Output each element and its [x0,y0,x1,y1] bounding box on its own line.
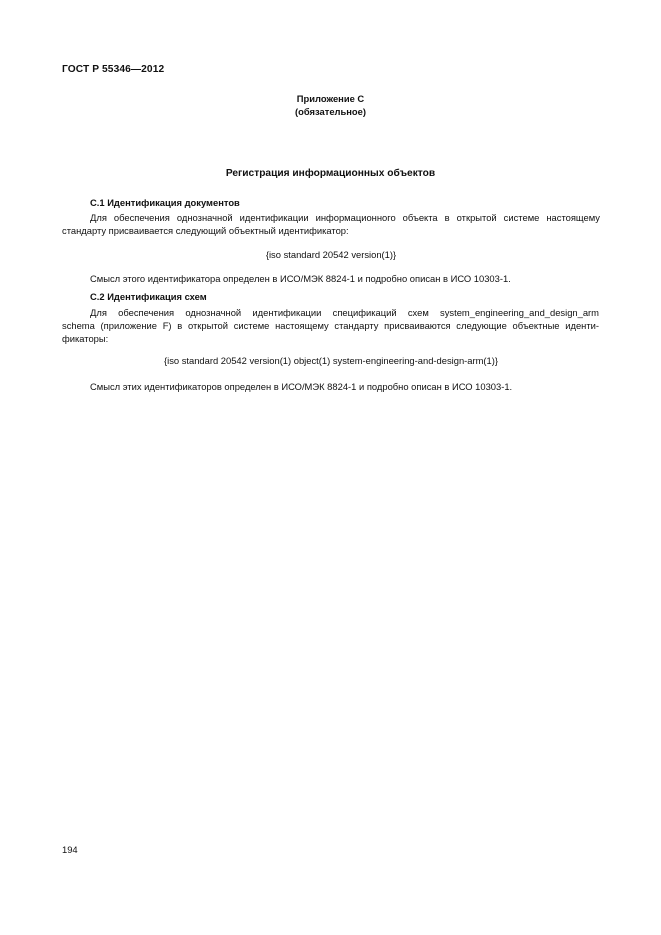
section-c1-heading: С.1 Идентификация документов [90,197,240,208]
document-id: ГОСТ Р 55346—2012 [62,64,165,75]
document-header [62,62,164,77]
section-c2-para1-line3: фикаторы: [62,333,109,344]
section-c2-identifier: {iso standard 20542 version(1) object(1) system-engineering-and-design-arm(1)} [163,355,499,366]
section-c1-para1-line1: Для обеспечения однозначной идентификации информационного объекта в открытой системе настоящему [90,212,600,223]
appendix-status: (обязательное) [295,105,366,117]
page-number: 194 [62,844,78,855]
page-title: Регистрация информационных объектов [225,168,436,179]
section-c2-meaning: Смысл этих идентификаторов определен в ИСО/МЭК 8824-1 и подробно описан в ИСО 10303-1. [90,381,513,392]
section-c2-para1-line2: schema (приложение F) в открытой системе настоящему стандарту присваиваются следующие объектные иденти- [62,320,599,331]
appendix-label: Приложение С [296,93,365,104]
section-c1-meaning: Смысл этого идентификатора определен в ИСО/МЭК 8824-1 и подробно описан в ИСО 10303-1. [90,273,511,284]
section-c1-identifier: {iso standard 20542 version(1)} [265,249,397,260]
section-c2-heading-block [90,290,600,304]
section-c1-para1-line2: стандарту присваивается следующий объектный идентификатор: [62,225,349,236]
section-c2-para1-line1: Для обеспечения однозначной идентификации спецификаций схем system_engineering_and_design_arm [90,307,599,318]
appendix-heading [0,93,661,118]
section-c2-heading: С.2 Идентификация схем [90,291,207,302]
section-c1-heading-block [90,196,600,210]
